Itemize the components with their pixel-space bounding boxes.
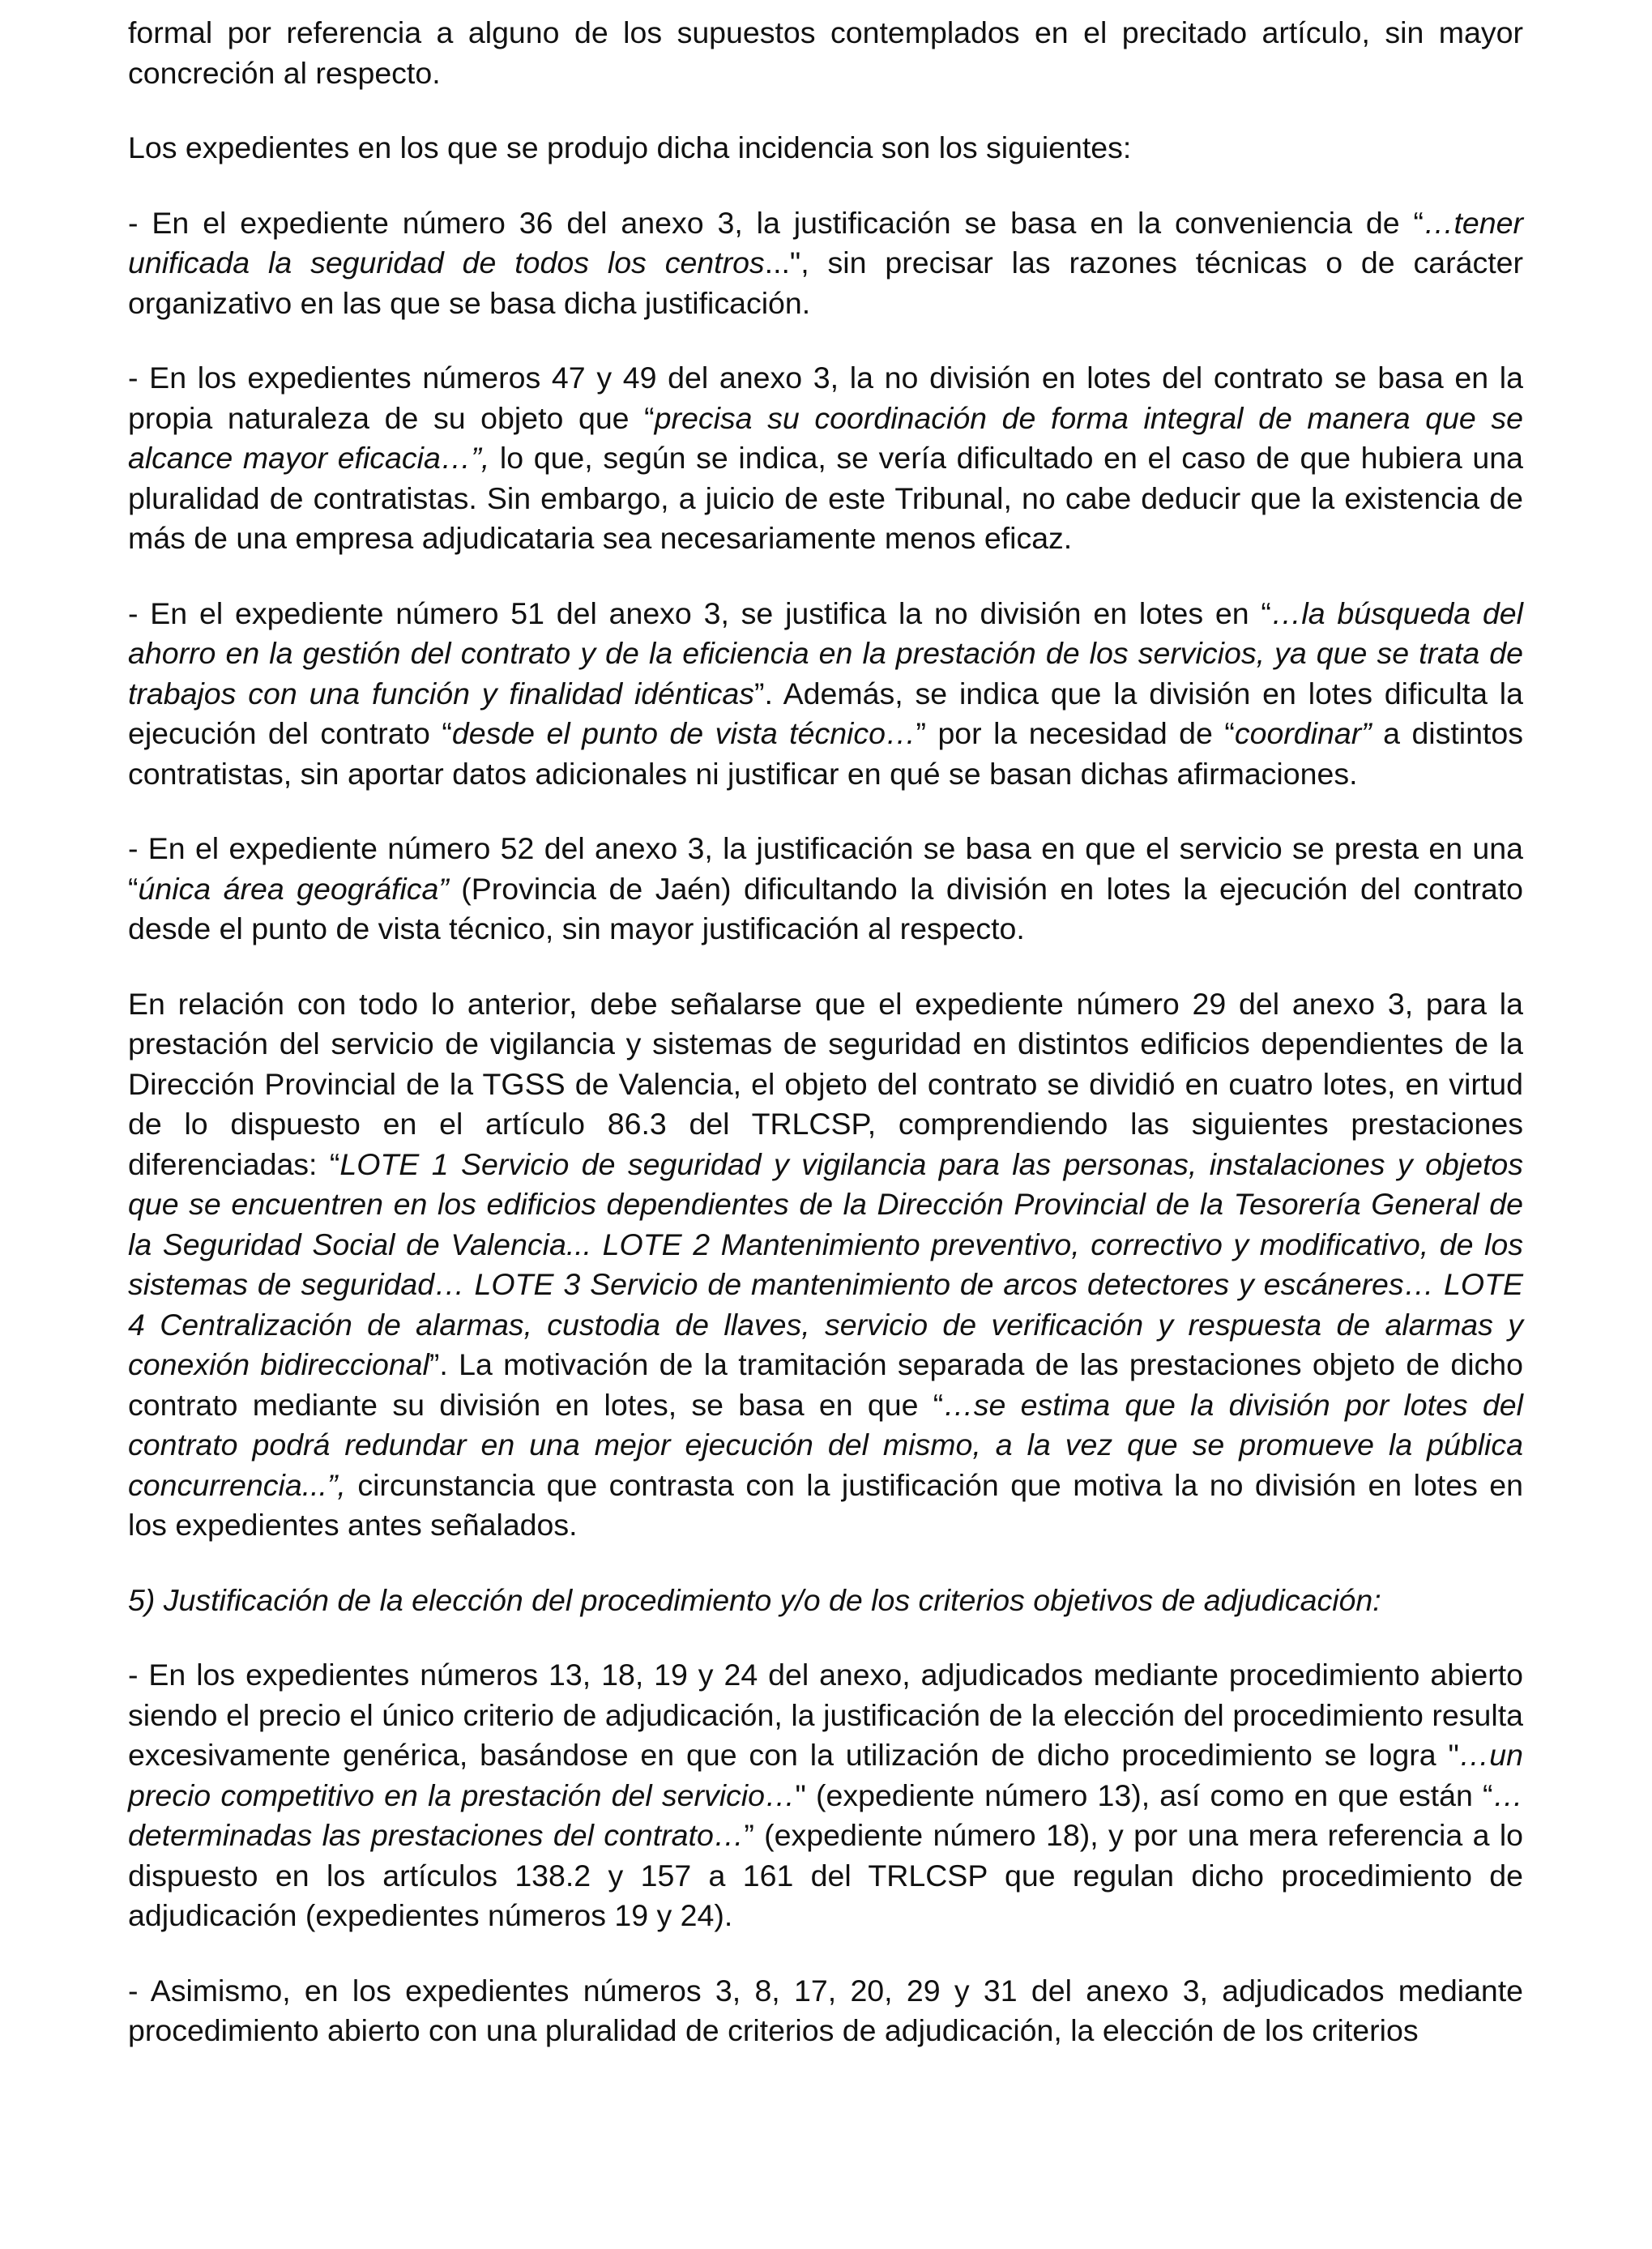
quoted-text-italic: …tener unificada la seguridad de todos los centros <box>128 205 1523 280</box>
text-segment: En relación con todo lo anterior, debe señalarse que el expediente número 29 del anexo 3, para la prestación del servicio de vigilancia y sistemas de seguridad en distintos edificios dependientes de la Dirección Provincial de la TGSS de Valencia, el objeto del contrato se dividió en cuatro lotes, en virtud de lo dispuesto en el artículo 86.3 del TRLCSP, comprendiendo las siguientes prestaciones diferenciadas: “ <box>128 986 1523 1181</box>
quoted-text-italic: única área geográfica” <box>138 871 449 906</box>
quoted-text-italic: …la búsqueda del ahorro en la gestión del contrato y de la eficiencia en la prestación de los servicios, ya que se trata de trabajos con una función y finalidad idénticas <box>128 595 1523 711</box>
quoted-text-italic: …un precio competitivo en la prestación del servicio… <box>128 1738 1523 1812</box>
paragraph-expediente-36 <box>128 203 1523 324</box>
paragraph-expediente-51 <box>128 594 1523 795</box>
text-segment: a distintos contratistas, sin aportar datos adicionales ni justificar en qué se basan dichas afirmaciones. <box>128 716 1524 791</box>
paragraph-expedientes-13-18-19-24 <box>128 1655 1523 1936</box>
text-segment: ”. La motivación de la tramitación separada de las prestaciones objeto de dicho contrato mediante su división en lotes, se basa en que “ <box>128 1347 1523 1422</box>
paragraph-expedientes-list-intro <box>128 128 1523 169</box>
text-segment: - En el expediente número 51 del anexo 3, se justifica la no división en lotes en “ <box>128 595 1271 630</box>
text-segment: circunstancia que contrasta con la justificación que motiva la no división en lotes en los expedientes antes señalados. <box>128 1467 1523 1542</box>
quoted-text-italic: coordinar” <box>1234 716 1372 750</box>
text-segment: ” (expediente número 18), y por una mera referencia a lo dispuesto en los artículos 138.2 y 157 a 161 del TRLCSP que regulan dicho procedimiento de adjudicación (expedientes números 19 y 24). <box>128 1818 1524 1932</box>
document-page <box>128 13 1523 2086</box>
text-segment: - En el expediente número 36 del anexo 3, la justificación se basa en la conveniencia de “ <box>128 205 1424 240</box>
quoted-text-italic: …se estima que la división por lotes del contrato podrá redundar en una mejor ejecución del mismo, a la vez que se promueve la pública concurrencia...”, <box>128 1387 1523 1502</box>
paragraph-expedientes-pluralidad-criterios <box>128 1971 1523 2051</box>
text-segment: - En los expedientes números 13, 18, 19 y 24 del anexo, adjudicados mediante procedimiento abierto siendo el precio el único criterio de adjudicación, la justificación de la elección del procedimiento resulta excesivamente genérica, basándose en que con la utilización de dicho procedimiento se logra " <box>128 1658 1523 1772</box>
paragraph-expediente-29-lotes <box>128 984 1523 1546</box>
section-heading-justificacion-procedimiento <box>128 1581 1523 1621</box>
text-segment: Los expedientes en los que se produjo dicha incidencia son los siguientes: <box>128 130 1132 164</box>
quoted-text-italic: precisa su coordinación de forma integral de manera que se alcance mayor eficacia…”, <box>128 400 1523 475</box>
text-segment: - Asimismo, en los expedientes números 3, 8, 17, 20, 29 y 31 del anexo 3, adjudicados mediante procedimiento abierto con una pluralidad de criterios de adjudicación, la elección de los criterios <box>128 1973 1523 2047</box>
paragraph-expediente-52 <box>128 829 1523 950</box>
heading-text-italic: 5) Justificación de la elección del procedimiento y/o de los criterios objetivos de adjudicación: <box>128 1582 1381 1617</box>
quoted-text-italic: desde el punto de vista técnico… <box>451 716 916 750</box>
quoted-text-italic: LOTE 1 Servicio de seguridad y vigilancia para las personas, instalaciones y objetos que se encuentren en los edificios dependientes de la Dirección Provincial de la Tesorería General de la Seguridad Social de Valencia... LOTE 2 Mantenimiento preventivo, correctivo y modificativo, de los sistemas de seguridad… LOTE 3 Servicio de mantenimiento de arcos detectores y escáneres… LOTE 4 Centralización de alarmas, custodia de llaves, servicio de verificación y respuesta de alarmas y conexión bidireccional <box>128 1146 1523 1381</box>
text-segment: (Provincia de Jaén) dificultando la división en lotes la ejecución del contrato desde el punto de vista técnico, sin mayor justificación al respecto. <box>128 871 1523 945</box>
text-segment: ”. Además, se indica que la división en lotes dificulta la ejecución del contrato “ <box>128 676 1523 750</box>
text-segment: " (expediente número 13), así como en que están “ <box>795 1777 1493 1812</box>
text-segment: ...", sin precisar las razones técnicas o de carácter organizativo en las que se basa dicha justificación. <box>128 245 1523 320</box>
paragraph-intro-continuation <box>128 13 1523 93</box>
text-segment: - En los expedientes números 47 y 49 del anexo 3, la no división en lotes del contrato se basa en la propia naturaleza de su objeto que “ <box>128 361 1523 435</box>
text-segment: formal por referencia a alguno de los supuestos contemplados en el precitado artículo, sin mayor concreción al respecto. <box>128 15 1523 90</box>
text-segment: lo que, según se indica, se vería dificultado en el caso de que hubiera una pluralidad de contratistas. Sin embargo, a juicio de este Tribunal, no cabe deducir que la existencia de más de una empresa adjudicataria sea necesariamente menos eficaz. <box>128 441 1523 555</box>
text-segment: - En el expediente número 52 del anexo 3, la justificación se basa en que el servicio se presta en una “ <box>128 831 1523 906</box>
quoted-text-italic: …determinadas las prestaciones del contrato… <box>128 1777 1523 1852</box>
text-segment: ” por la necesidad de “ <box>916 716 1235 750</box>
paragraph-expedientes-47-49 <box>128 358 1523 559</box>
